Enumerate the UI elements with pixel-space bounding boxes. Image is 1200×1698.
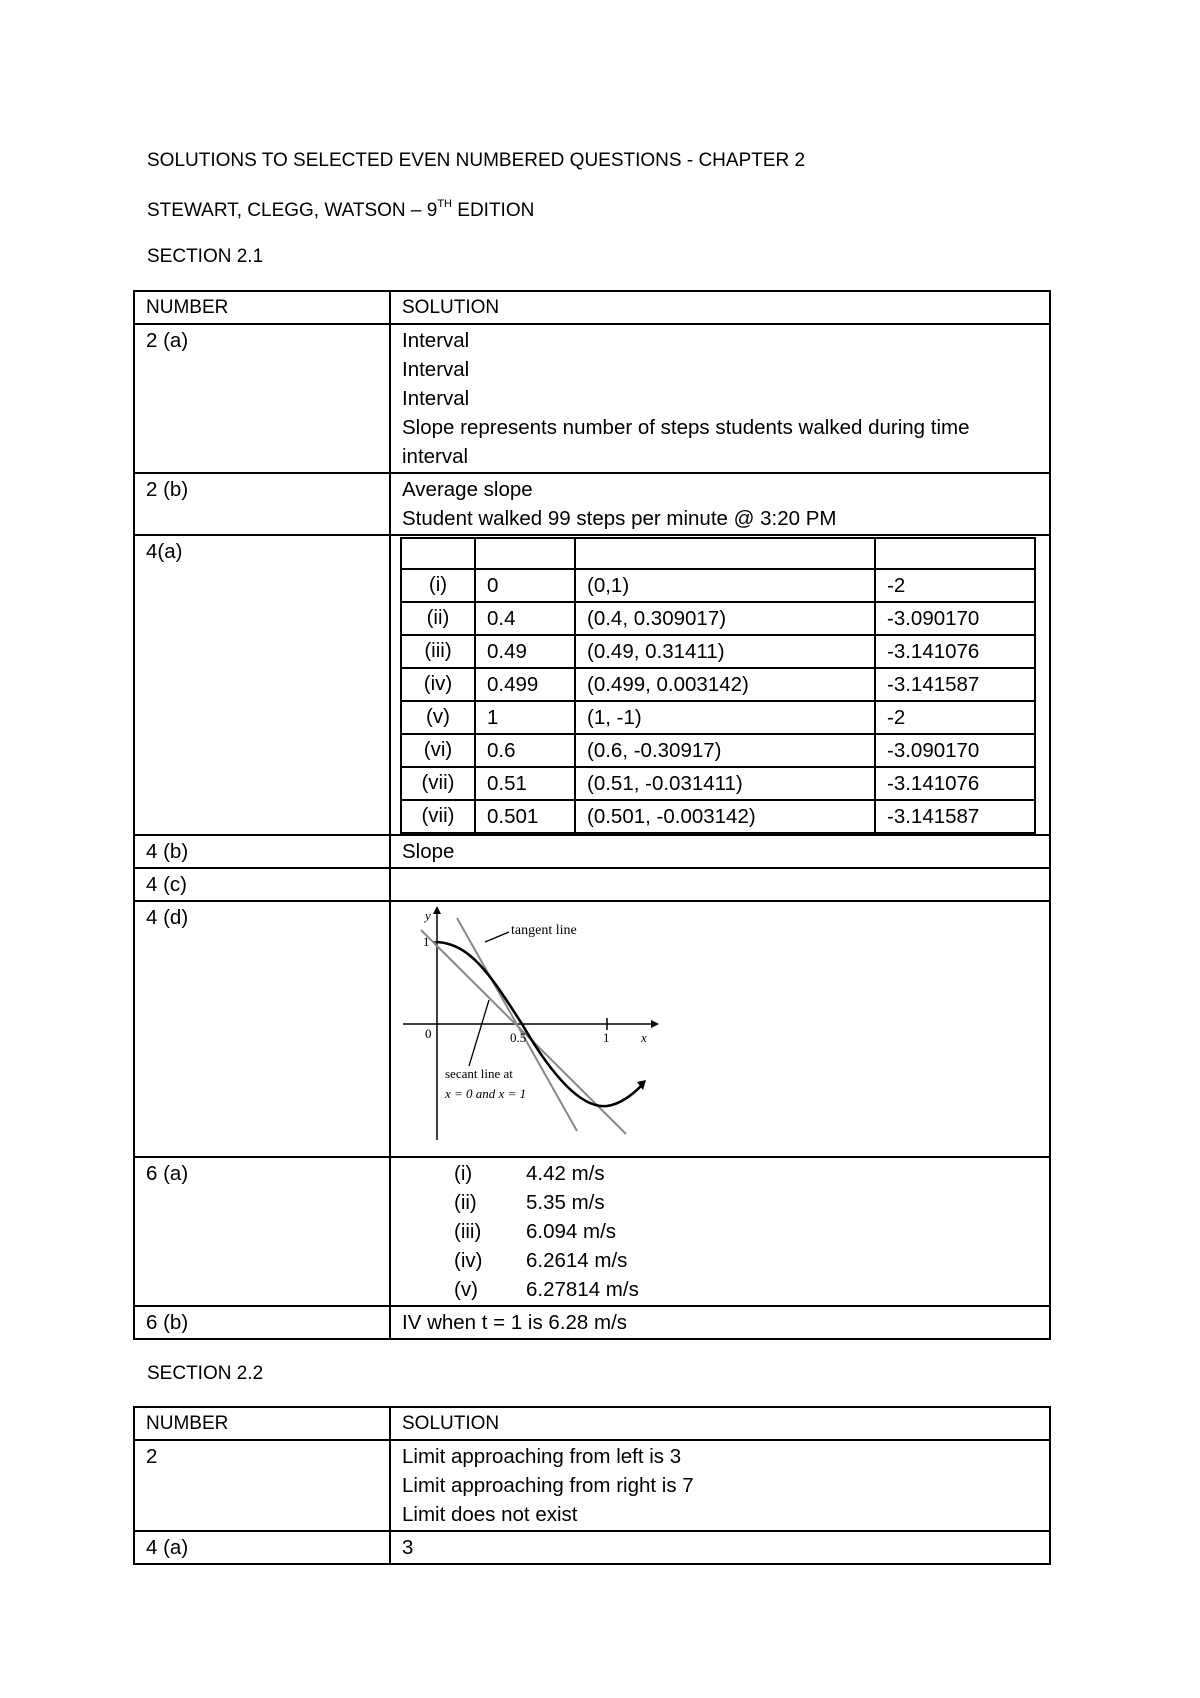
secant-pointer <box>469 1000 489 1066</box>
secant-label-line-1: secant line at <box>445 1066 513 1081</box>
solution-cell <box>390 324 1050 473</box>
point-value: (1, -1) <box>575 701 875 734</box>
number-cell: 6 (b) <box>134 1306 390 1339</box>
row-label: (i) <box>401 569 475 602</box>
solution-line: Student walked 99 steps per minute @ 3:20 PM <box>402 507 837 530</box>
number-cell: 6 (a) <box>134 1157 390 1306</box>
section-2-1-title: SECTION 2.1 <box>147 246 264 267</box>
slope-value: -2 <box>875 701 1035 734</box>
slope-value: -3.141587 <box>875 800 1035 833</box>
item-value: 4.42 m/s <box>526 1162 605 1185</box>
solution-cell <box>390 1157 1050 1306</box>
table-row <box>401 734 1035 767</box>
row-label: (iv) <box>401 668 475 701</box>
x-value: 0.49 <box>475 635 575 668</box>
item-value: 6.2614 m/s <box>526 1249 628 1272</box>
solution-line: Interval <box>402 387 470 410</box>
solution-cell <box>390 1440 1050 1531</box>
point-value: (0,1) <box>575 569 875 602</box>
secant-label-line-2: x = 0 and x = 1 <box>445 1086 527 1101</box>
col-header-number: NUMBER <box>134 291 390 324</box>
list-item <box>454 1246 1039 1275</box>
x-tick-label-1: 1 <box>603 1030 610 1045</box>
table-row <box>401 767 1035 800</box>
x-value: 0.6 <box>475 734 575 767</box>
solution-line: Limit approaching from right is 7 <box>402 1474 694 1497</box>
empty-cell <box>875 538 1035 569</box>
solution-cell: IV when t = 1 is 6.28 m/s <box>390 1306 1050 1339</box>
item-label: (ii) <box>454 1191 477 1214</box>
item-label: (v) <box>454 1278 478 1301</box>
row-label: (vii) <box>401 767 475 800</box>
slope-value: -3.141076 <box>875 635 1035 668</box>
row-label: (iii) <box>401 635 475 668</box>
table-row-2b <box>134 473 1050 535</box>
item-label: (iii) <box>454 1220 482 1243</box>
authors-text: STEWART, CLEGG, WATSON – 9 <box>147 200 438 221</box>
solution-cell <box>390 473 1050 535</box>
section-2-2-title: SECTION 2.2 <box>147 1363 264 1384</box>
point-value: (0.51, -0.031411) <box>575 767 875 800</box>
tangent-label: tangent line <box>511 923 577 938</box>
solution-line: Limit approaching from left is 3 <box>402 1445 682 1468</box>
table-row <box>401 635 1035 668</box>
table-row-4c <box>134 868 1050 901</box>
number-cell: 2 <box>134 1440 390 1531</box>
tangent-secant-graph <box>401 904 661 1144</box>
y-axis-label: y <box>425 908 431 923</box>
x-axis-arrow <box>651 1020 659 1028</box>
row-label: (vi) <box>401 734 475 767</box>
item-value: 6.094 m/s <box>526 1220 617 1243</box>
item-value: 5.35 m/s <box>526 1191 605 1214</box>
table-row-6a <box>134 1157 1050 1306</box>
row-label: (ii) <box>401 602 475 635</box>
y-tick-label-1: 1 <box>423 934 430 949</box>
slope-value: -3.141076 <box>875 767 1035 800</box>
solution-line: Slope represents number of steps students walked during time interval <box>402 416 970 468</box>
table-row-6b <box>134 1306 1050 1339</box>
secant-slope-table <box>400 537 1036 834</box>
table-header-row <box>134 291 1050 324</box>
item-label: (iv) <box>454 1249 483 1272</box>
table-row-4b <box>134 835 1050 868</box>
item-value: 6.27814 m/s <box>526 1278 639 1301</box>
number-cell: 4 (b) <box>134 835 390 868</box>
row-label: (vii) <box>401 800 475 833</box>
x-value: 0 <box>475 569 575 602</box>
edition-superscript: TH <box>437 198 452 210</box>
solution-line: Average slope <box>402 478 533 501</box>
solution-line: Interval <box>402 329 470 352</box>
solution-cell <box>390 868 1050 901</box>
number-cell: 2 (b) <box>134 473 390 535</box>
empty-cell <box>475 538 575 569</box>
x-value: 0.51 <box>475 767 575 800</box>
point-value: (0.49, 0.31411) <box>575 635 875 668</box>
point-value: (0.4, 0.309017) <box>575 602 875 635</box>
row-label: (v) <box>401 701 475 734</box>
table-row <box>401 701 1035 734</box>
slope-value: -3.090170 <box>875 602 1035 635</box>
point-value: (0.499, 0.003142) <box>575 668 875 701</box>
table-row-4a <box>134 1531 1050 1564</box>
number-cell: 4(a) <box>134 535 390 835</box>
number-cell: 4 (d) <box>134 901 390 1157</box>
empty-cell <box>401 538 475 569</box>
solution-cell: 3 <box>390 1531 1050 1564</box>
x-axis-label: x <box>641 1030 647 1045</box>
x-value: 0.501 <box>475 800 575 833</box>
x-value: 1 <box>475 701 575 734</box>
col-header-solution: SOLUTION <box>390 291 1050 324</box>
list-item <box>454 1275 1039 1304</box>
x-value: 0.499 <box>475 668 575 701</box>
number-cell: 2 (a) <box>134 324 390 473</box>
point-value: (0.6, -0.30917) <box>575 734 875 767</box>
solution-cell: Slope <box>390 835 1050 868</box>
section-2-1-table <box>133 290 1051 1340</box>
tangent-pointer <box>485 932 509 942</box>
solution-line: Limit does not exist <box>402 1503 578 1526</box>
slope-value: -3.141587 <box>875 668 1035 701</box>
table-row <box>401 800 1035 833</box>
table-row-2 <box>134 1440 1050 1531</box>
table-row <box>401 569 1035 602</box>
empty-cell <box>575 538 875 569</box>
document-title: SOLUTIONS TO SELECTED EVEN NUMBERED QUESTIONS - CHAPTER 2 <box>147 150 806 171</box>
col-header-number: NUMBER <box>134 1407 390 1440</box>
x-value: 0.4 <box>475 602 575 635</box>
list-item <box>454 1188 1039 1217</box>
solution-cell <box>390 535 1050 835</box>
solution-cell <box>390 901 1050 1157</box>
table-row-4d <box>134 901 1050 1157</box>
table-row <box>401 668 1035 701</box>
list-item <box>454 1217 1039 1246</box>
table-row-2a <box>134 324 1050 473</box>
velocity-list <box>402 1159 1039 1304</box>
point-value: (0.501, -0.003142) <box>575 800 875 833</box>
number-cell: 4 (a) <box>134 1531 390 1564</box>
item-label: (i) <box>454 1162 473 1185</box>
list-item <box>454 1159 1039 1188</box>
table-row-4a <box>134 535 1050 835</box>
y-axis-arrow <box>433 906 441 914</box>
section-2-2-table <box>133 1406 1051 1565</box>
x-tick-label-half: 0.5 <box>510 1030 527 1045</box>
table-row <box>401 602 1035 635</box>
authors-edition <box>147 198 534 222</box>
slope-value: -2 <box>875 569 1035 602</box>
origin-label: 0 <box>425 1026 432 1041</box>
solution-line: Interval <box>402 358 470 381</box>
edition-text: EDITION <box>452 200 535 221</box>
slope-value: -3.090170 <box>875 734 1035 767</box>
table-header-row <box>134 1407 1050 1440</box>
number-cell: 4 (c) <box>134 868 390 901</box>
col-header-solution: SOLUTION <box>390 1407 1050 1440</box>
secant-table-header-row <box>401 538 1035 569</box>
